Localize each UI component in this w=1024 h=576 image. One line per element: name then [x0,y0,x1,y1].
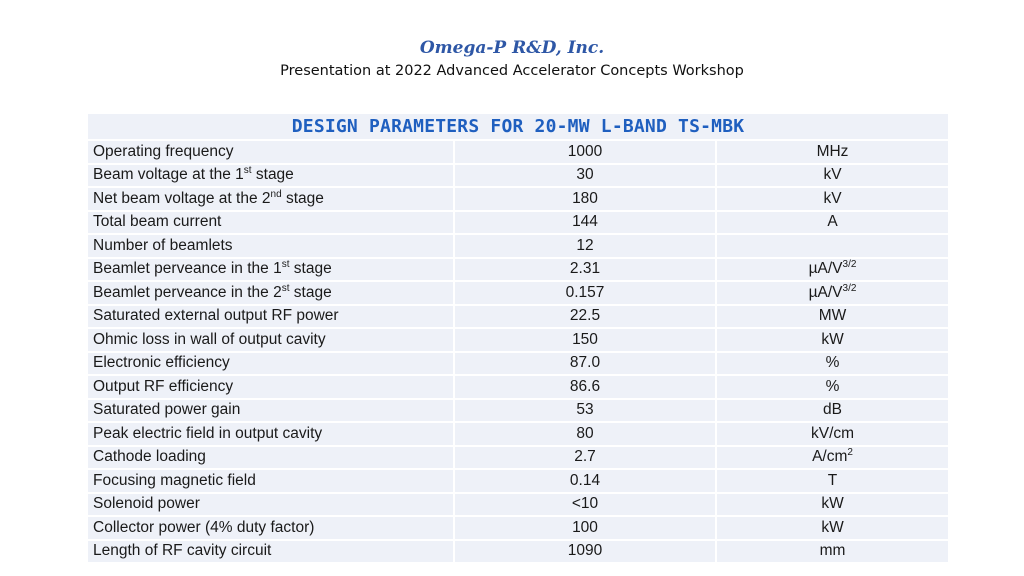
table-row [88,306,948,330]
table-row [88,517,948,541]
param-value: 1000 [455,141,717,165]
unit-superscript: 2 [847,447,853,459]
unit-text: A/cm [812,448,848,466]
param-unit [717,235,948,259]
param-name: Electronic efficiency [88,353,455,377]
param-unit [717,447,948,471]
param-unit: kW [717,329,948,353]
unit-superscript: 3/2 [842,282,857,294]
presentation-subtitle: Presentation at 2022 Advanced Accelerator Concepts Workshop [280,63,744,79]
param-value: 53 [455,400,717,424]
param-name-text: Beamlet perveance in the 1 [93,260,282,278]
table-row [88,541,948,565]
param-unit: % [717,353,948,377]
param-name [88,165,455,189]
table-row [88,165,948,189]
table-row [88,447,948,471]
param-name-suffix: stage [251,166,294,184]
param-name-superscript: st [243,165,252,177]
param-name: Cathode loading [88,447,455,471]
param-name [88,188,455,212]
param-value: 180 [455,188,717,212]
param-name [88,282,455,306]
param-name-suffix: stage [289,260,332,278]
param-name: Number of beamlets [88,235,455,259]
table-row [88,141,948,165]
param-unit: % [717,376,948,400]
table-row [88,494,948,518]
param-name-text: Net beam voltage at the 2 [93,189,271,207]
param-value: 1090 [455,541,717,565]
param-name-text: Beamlet perveance in the 2 [93,283,282,301]
param-unit: A [717,212,948,236]
unit-superscript: 3/2 [842,259,857,271]
param-name [88,259,455,283]
param-unit: dB [717,400,948,424]
table-row [88,400,948,424]
table-row [88,282,948,306]
param-value: 0.157 [455,282,717,306]
param-name: Saturated external output RF power [88,306,455,330]
param-value: 80 [455,423,717,447]
param-value: 2.7 [455,447,717,471]
param-value: 150 [455,329,717,353]
param-value: 100 [455,517,717,541]
param-unit [717,282,948,306]
parameters-table-container [88,114,948,564]
param-unit: MHz [717,141,948,165]
param-name-superscript: st [281,282,290,294]
param-name: Output RF efficiency [88,376,455,400]
param-unit: kW [717,494,948,518]
table-title-row [88,114,948,141]
param-unit: kV/cm [717,423,948,447]
table-row [88,329,948,353]
param-value: 2.31 [455,259,717,283]
param-name: Collector power (4% duty factor) [88,517,455,541]
param-name-suffix: stage [289,283,332,301]
company-name: Omega-P R&D, Inc. [419,38,605,58]
param-value: 12 [455,235,717,259]
param-name: Solenoid power [88,494,455,518]
table-row [88,376,948,400]
param-unit: T [717,470,948,494]
param-name: Focusing magnetic field [88,470,455,494]
table-row [88,188,948,212]
param-unit: kV [717,188,948,212]
table-row [88,423,948,447]
table-row [88,235,948,259]
param-unit: kV [717,165,948,189]
param-unit: kW [717,517,948,541]
unit-text: µA/V [808,283,843,301]
param-value: 22.5 [455,306,717,330]
param-value: 144 [455,212,717,236]
param-value: <10 [455,494,717,518]
param-name-text: Beam voltage at the 1 [93,166,244,184]
param-name-suffix: stage [281,189,324,207]
param-name: Ohmic loss in wall of output cavity [88,329,455,353]
table-title: DESIGN PARAMETERS FOR 20-MW L-BAND TS-MBK [88,114,948,141]
param-unit: mm [717,541,948,565]
param-name: Length of RF cavity circuit [88,541,455,565]
table-row [88,353,948,377]
param-value: 86.6 [455,376,717,400]
design-parameters-table [88,114,948,564]
param-name: Operating frequency [88,141,455,165]
table-row [88,470,948,494]
param-name-superscript: st [281,259,290,271]
param-unit [717,259,948,283]
table-row [88,212,948,236]
param-name: Saturated power gain [88,400,455,424]
param-value: 87.0 [455,353,717,377]
param-unit: MW [717,306,948,330]
unit-text: µA/V [808,260,843,278]
table-row [88,259,948,283]
param-value: 30 [455,165,717,189]
param-value: 0.14 [455,470,717,494]
param-name-superscript: nd [270,188,282,200]
param-name: Peak electric field in output cavity [88,423,455,447]
param-name: Total beam current [88,212,455,236]
